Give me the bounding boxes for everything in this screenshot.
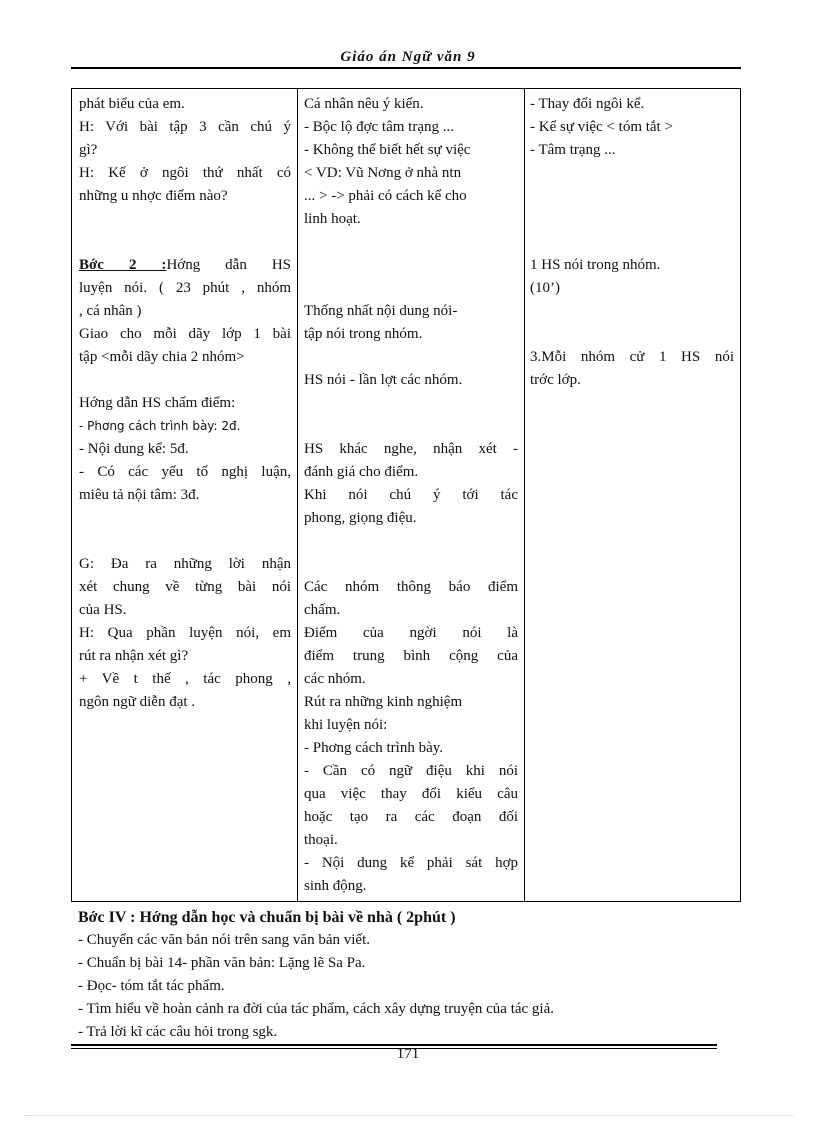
blank-line [79,208,291,231]
text-line: thoại. [304,832,338,848]
text-line: các nhóm. [304,671,366,687]
homework-item: - Tìm hiểu về hoàn cảnh ra đời của tác phẩm, cách xây dựng truyện của tác giả. [78,1001,555,1017]
text-line: H: Với bài tập 3 cần chú ý [79,119,291,135]
text-line: ... > -> phải có cách kể cho [304,188,467,204]
text-line: của HS. [79,602,127,618]
text-line: Hớng dẫn HS chấm điểm: [79,395,236,411]
text-line: gì? [79,142,98,158]
text-line: Giao cho mỗi dãy lớp 1 bài [79,326,291,342]
text-line: - Tâm trạng ... [530,142,616,158]
blank-line [530,300,734,323]
page-number: 171 [396,1046,420,1062]
text-line: - Kể sự việc < tóm tắt > [530,119,673,135]
text-line: luyện nói. ( 23 phút , nhóm [79,280,291,296]
text-line: 1 HS nói trong nhóm. [530,257,661,273]
text-line: H: Qua phần luyện nói, em [79,625,291,641]
blank-line [304,392,518,415]
blank-line [79,369,291,392]
text-line: (10’) [530,280,560,296]
text-line: - Có các yếu tố nghị luận, [79,464,291,480]
text-line: sinh động. [304,878,367,894]
text-line: Cá nhân nêu ý kiến. [304,96,424,112]
text-line: - Phơng cách trình bày: 2đ. [79,419,241,433]
text-line: - Thay đổi ngôi kể. [530,96,645,112]
text-line: ngôn ngữ diễn đạt . [79,694,196,710]
text-line: Rút ra những kinh nghiệm [304,694,463,710]
text-line: tập nói trong nhóm. [304,326,423,342]
text-line: - Phơng cách trình bày. [304,740,444,756]
text-line: H: Kể ở ngôi thứ nhất có [79,165,291,181]
lesson-table [71,88,741,902]
text-line: - Không thể biết hết sự việc [304,142,471,158]
text-line: chấm. [304,602,341,618]
blank-line [530,323,734,346]
blank-line [304,415,518,438]
text-line: , cá nhân ) [79,303,142,319]
text-line: phong, giọng điệu. [304,510,417,526]
text-line: 3.Mỗi nhóm cử 1 HS nói [530,349,734,365]
homework-item: - Đọc- tóm tắt tác phẩm. [78,978,225,994]
blank-line [304,346,518,369]
text-line: qua việc thay đổi kiểu câu [304,786,518,802]
text-line [79,254,291,277]
blank-line [304,277,518,300]
page-header-title: Giáo án Ngữ văn 9 [340,49,476,65]
text-line: Điểm của ngời nói là [304,625,518,641]
text-line: trớc lớp. [530,372,581,388]
text-line: HS khác nghe, nhận xét - [304,441,518,457]
blank-line [304,254,518,277]
homework-item: - Chuẩn bị bài 14- phần văn bản: Lặng lẽ Sa Pa. [78,955,366,971]
text-line: tập <mỗi dãy chia 2 nhóm> [79,349,245,365]
text-line: G: Đa ra những lời nhận [79,556,291,572]
text-line: miêu tả nội tâm: 3đ. [79,487,200,503]
blank-line [304,553,518,576]
text-line: Các nhóm thông báo điểm [304,579,518,595]
text-line: Khi nói chú ý tới tác [304,487,518,503]
step-heading-rest: Hớng dẫn HS [166,257,291,273]
text-line: < VD: Vũ Nơng ở nhà ntn [304,165,462,181]
student-activity-column [298,89,525,901]
blank-line [79,530,291,553]
content-column [525,89,740,901]
text-line: đánh giá cho điểm. [304,464,419,480]
blank-line [79,231,291,254]
page-edge [24,1115,794,1116]
homework-item: - Chuyển các văn bản nói trên sang văn bản viết. [78,932,370,948]
blank-line [304,530,518,553]
text-line: - Nội dung kể: 5đ. [79,441,189,457]
blank-line [530,185,734,208]
text-line: xét chung về từng bài nói [79,579,291,595]
homework-title: Bớc IV : Hớng dẫn học và chuẩn bị bài về nhà ( 2phút ) [78,909,456,926]
text-line: - Cần có ngữ điệu khi nói [304,763,518,779]
text-line: phát biểu của em. [79,96,185,112]
text-line: hoặc tạo ra các đoạn đối [304,809,518,825]
blank-line [530,162,734,185]
homework-section [78,906,748,1044]
text-line: HS nói - lần lợt các nhóm. [304,372,463,388]
text-line: linh hoạt. [304,211,361,227]
text-line: điểm trung bình cộng của [304,648,518,664]
blank-line [79,507,291,530]
teacher-activity-column [72,89,298,901]
text-line: - Bộc lộ đợc tâm trạng ... [304,119,454,135]
blank-line [304,231,518,254]
blank-line [530,208,734,231]
homework-item: - Trả lời kĩ các câu hỏi trong sgk. [78,1024,278,1040]
header-rule [71,67,741,69]
text-line: Thống nhất nội dung nói- [304,303,458,319]
text-line: những u nhợc điểm nào? [79,188,228,204]
step-heading: Bớc 2 : [79,257,167,273]
text-line: + Về t thế , tác phong , [79,671,291,687]
text-line: rút ra nhận xét gì? [79,648,189,664]
text-line: khi luyện nói: [304,717,388,733]
text-line: - Nội dung kể phải sát hợp [304,855,518,871]
blank-line [530,231,734,254]
